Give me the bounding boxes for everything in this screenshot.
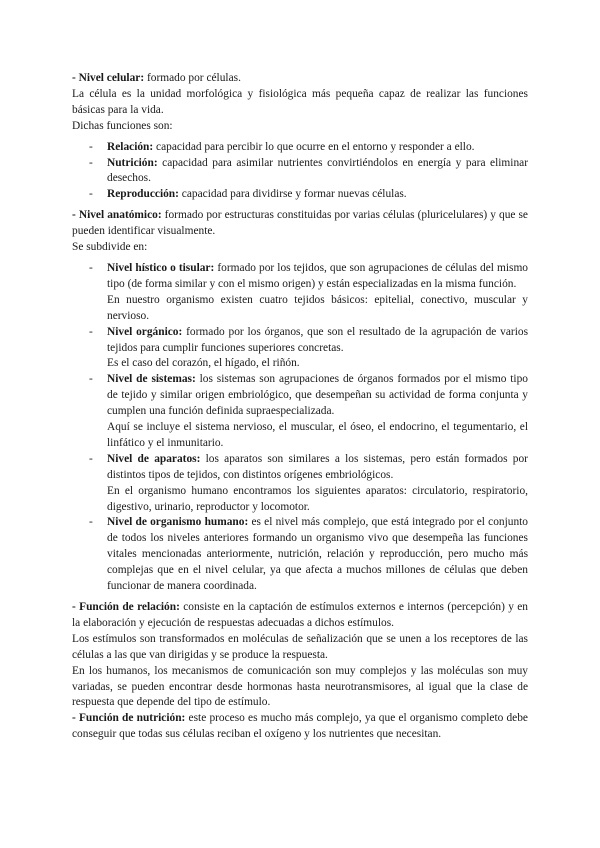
anatomic-levels-list — [72, 261, 528, 595]
relation-function-paragraph-2: En los humanos, los mecanismos de comunicación son muy complejos y las moléculas son muy variadas, se pueden encontrar desde hormonas hasta neurotransmisores, al igual que la clase de respuesta que depende del tipo de estímulo. — [72, 664, 528, 709]
nutrition-function-heading: - Función de nutrición: este proceso es mucho más complejo, ya que el organismo completo debe conseguir que todas sus células reciban el oxígeno y los nutrientes que necesitan. — [72, 712, 528, 741]
list-item: - Nutrición: capacidad para asimilar nutrientes convirtiéndolos en energía y para eliminar desechos. — [89, 156, 528, 185]
anatomic-level-heading: - Nivel anatómico: formado por estructuras constituidas por varias células (pluricelulares) y que se pueden identificar visualmente. — [72, 209, 528, 238]
list-item: - Nivel de sistemas: los sistemas son agrupaciones de órganos formados por el mismo tipo de tejido y similar origen embriológico, que desempeñan su actividad de forma conjunta y cumplen una función definida supraespecializada. Aquí se incluye el sistema nervioso, el muscular, el óseo, el endocrino, el tegumentario, el linfático y el inmunitario. — [89, 373, 528, 449]
cellular-functions-list — [72, 140, 528, 204]
list-item: - Nivel hístico o tisular: formado por los tejidos, que son agrupaciones de células del mismo tipo (de forma similar y con el mismo origen) y están especializadas en la misma función. En nuestro organismo existen cuatro tejidos básicos: epitelial, conectivo, muscular y nervioso. — [89, 261, 529, 322]
list-item: - Nivel de aparatos: los aparatos son similares a los sistemas, pero están formados por distintos tipos de tejidos, con distintos orígenes embriológicos. En el organismo humano encontramos los siguientes aparatos: circulatorio, respiratorio, digestivo, urinario, reproductor y locomotor. — [89, 452, 528, 513]
list-item: - Nivel de organismo humano: es el nivel más complejo, que está integrado por el conjunto de todos los niveles anteriores formando un organismo vivo que desempeña las funciones vitales mencionadas anteriormente, nutrición, relación y reproducción, pero mucho más complejas que en el nivel celular, ya que afecta a muchos millones de células que deben funcionar de manera coordinada. — [89, 516, 528, 593]
cellular-level-heading: - Nivel celular: formado por células. — [72, 72, 241, 84]
list-item: - Nivel orgánico: formado por los órganos, que son el resultado de la agrupación de varios tejidos para cumplir funciones superiores concretas. Es el caso del corazón, el hígado, el riñón. — [89, 325, 528, 370]
list-item: - Reproducción: capacidad para dividirse y formar nuevas células. — [89, 188, 407, 201]
relation-function-heading: - Función de relación: consiste en la captación de estímulos externos e internos (percepción) y en la elaboración y ejecución de respuestas adecuadas a dichos estímulos. — [72, 601, 528, 629]
relation-function-paragraph-1: Los estímulos son transformados en moléculas de señalización que se unen a los receptores de las células a las que van dirigidas y se produce la respuesta. — [72, 632, 528, 661]
list-item: - Relación: capacidad para percibir lo que ocurre en el entorno y responder a ello. — [89, 140, 475, 153]
document-page — [72, 71, 528, 743]
anatomic-subdivide-intro: Se subdivide en: — [72, 241, 148, 254]
cellular-functions-intro: Dichas funciones son: — [72, 119, 173, 132]
cellular-level-paragraph: La célula es la unidad morfológica y fisiológica más pequeña capaz de realizar las funciones básicas para la vida. — [72, 87, 528, 116]
